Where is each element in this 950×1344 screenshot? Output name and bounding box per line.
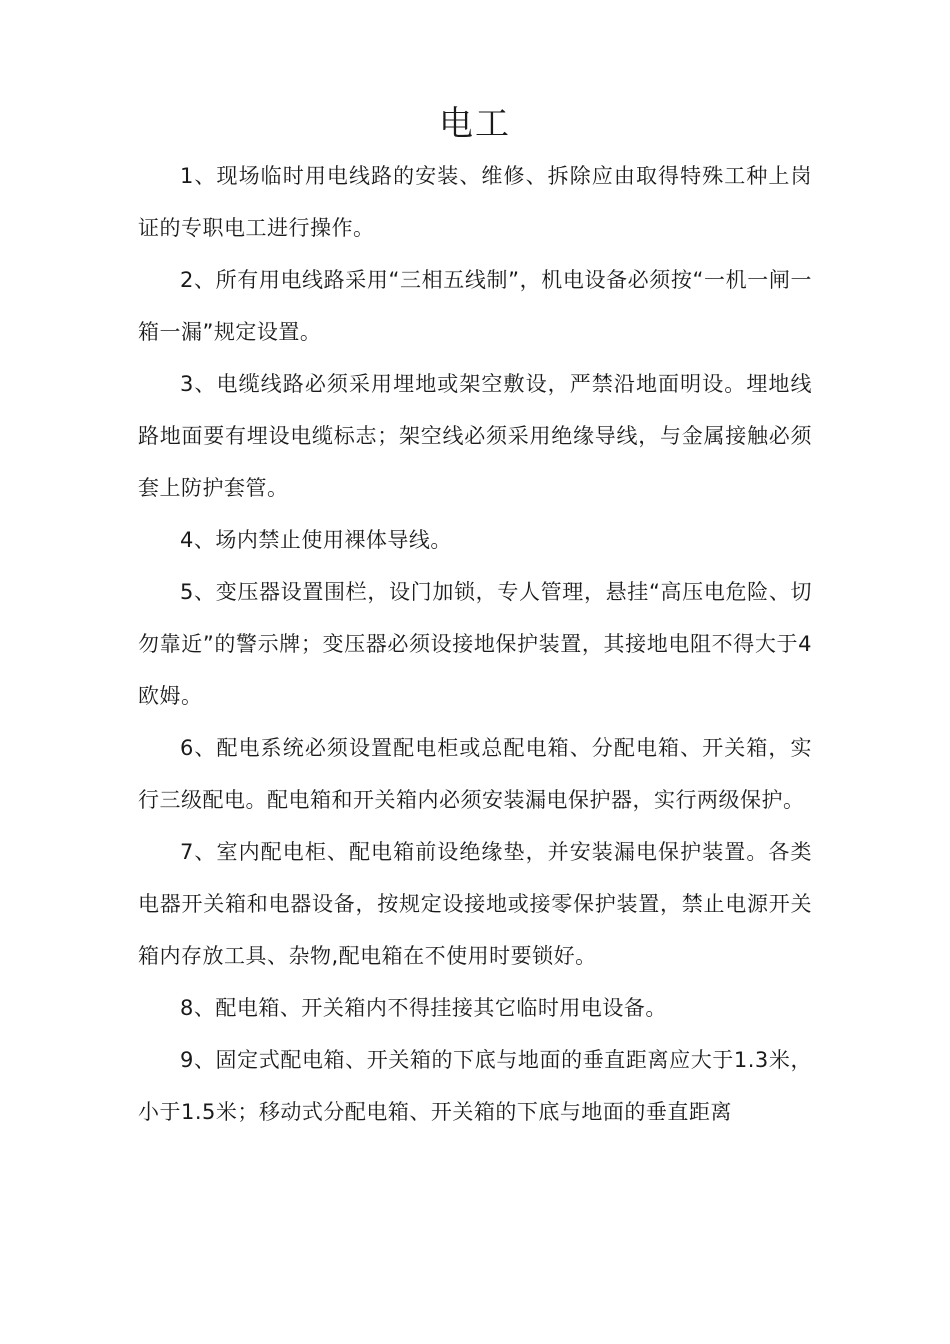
document-body <box>138 150 812 1138</box>
paragraph-1: 1、现场临时用电线路的安装、维修、拆除应由取得特殊工种上岗证的专职电工进行操作。 <box>138 164 812 240</box>
paragraph-9: 9、固定式配电箱、开关箱的下底与地面的垂直距离应大于1.3米，小于1.5米；移动式分配电箱、开关箱的下底与地面的垂直距离 <box>138 1048 812 1124</box>
page-title: 电工 <box>439 104 511 144</box>
paragraph-8: 8、配电箱、开关箱内不得挂接其它临时用电设备。 <box>180 996 667 1020</box>
paragraph-3: 3、电缆线路必须采用埋地或架空敷设，严禁沿地面明设。埋地线路地面要有埋设电缆标志；架空线必须采用绝缘导线，与金属接触必须套上防护套管。 <box>138 372 812 500</box>
paragraph-7: 7、室内配电柜、配电箱前设绝缘垫，并安装漏电保护装置。各类电器开关箱和电器设备，按规定设接地或接零保护装置，禁止电源开关箱内存放工具、杂物,配电箱在不使用时要锁好。 <box>138 840 812 968</box>
paragraph-5: 5、变压器设置围栏，设门加锁，专人管理，悬挂“高压电危险、切勿靠近”的警示牌；变压器必须设接地保护装置，其接地电阻不得大于4欧姆。 <box>138 580 812 708</box>
paragraph-6: 6、配电系统必须设置配电柜或总配电箱、分配电箱、开关箱，实行三级配电。配电箱和开关箱内必须安装漏电保护器，实行两级保护。 <box>138 736 812 812</box>
paragraph-4: 4、场内禁止使用裸体导线。 <box>180 528 452 552</box>
paragraph-2: 2、所有用电线路采用“三相五线制”，机电设备必须按“一机一闸一箱一漏”规定设置。 <box>138 268 812 344</box>
